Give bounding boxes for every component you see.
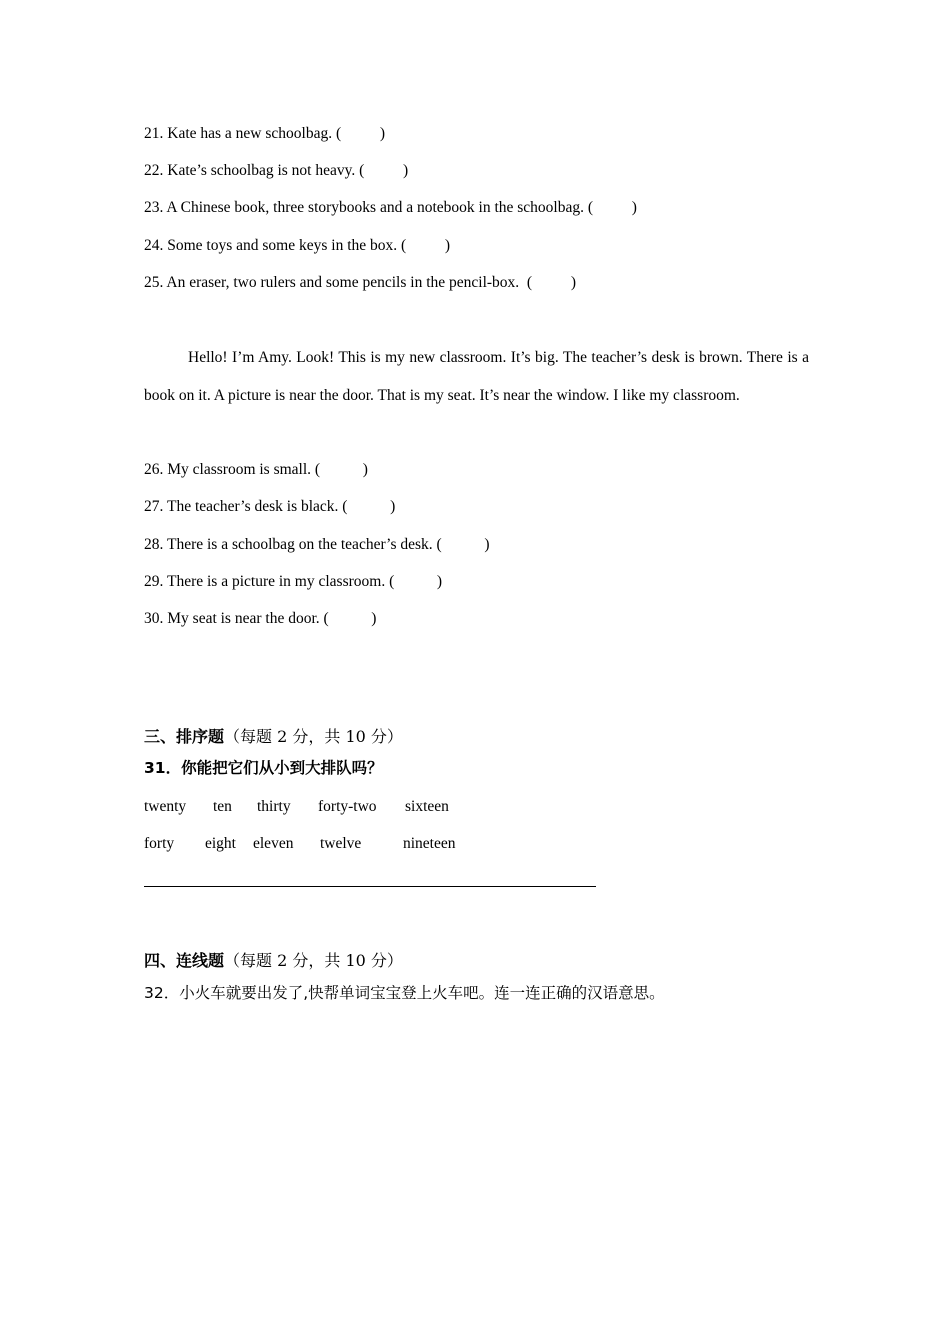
question-23: 23. A Chinese book, three storybooks and a notebook in the schoolbag. ( ) bbox=[144, 199, 637, 216]
word: forty bbox=[144, 835, 175, 852]
word: sixteen bbox=[405, 798, 449, 815]
question-26: 26. My classroom is small. ( ) bbox=[144, 461, 368, 478]
question-27: 27. The teacher’s desk is black. ( ) bbox=[144, 498, 396, 515]
question-22: 22. Kate’s schoolbag is not heavy. ( ) bbox=[144, 162, 409, 179]
question-30: 30. My seat is near the door. ( ) bbox=[144, 610, 377, 627]
question-21: 21. Kate has a new schoolbag. ( ) bbox=[144, 125, 386, 142]
section-3-heading: 三、排序题（每题 2 分，共 10 分） bbox=[144, 727, 403, 746]
word: twenty bbox=[144, 798, 187, 815]
reading-passage: Hello! I’m Amy. Look! This is my new classroom. It’s big. The teacher’s desk is brown. There is a book on it. A picture is near the door. That is my seat. It’s near the window. I like my classroom. bbox=[144, 349, 809, 404]
word: eight bbox=[205, 835, 236, 852]
question-29: 29. There is a picture in my classroom. ( ) bbox=[144, 573, 443, 590]
word: forty-two bbox=[318, 798, 377, 815]
question-32: 32．小火车就要出发了,快帮单词宝宝登上火车吧。连一连正确的汉语意思。 bbox=[144, 984, 665, 1002]
section-4-heading: 四、连线题（每题 2 分，共 10 分） bbox=[144, 951, 403, 970]
word: eleven bbox=[253, 835, 294, 852]
question-25: 25. An eraser, two rulers and some pencils in the pencil-box. ( ) bbox=[144, 274, 576, 291]
word: thirty bbox=[257, 798, 291, 815]
question-24: 24. Some toys and some keys in the box. ( ) bbox=[144, 237, 451, 254]
question-31: 31．你能把它们从小到大排队吗？ bbox=[144, 759, 383, 777]
question-28: 28. There is a schoolbag on the teacher’s desk. ( ) bbox=[144, 536, 490, 553]
word: nineteen bbox=[403, 835, 456, 852]
word: twelve bbox=[320, 835, 362, 852]
answer-line bbox=[144, 886, 596, 887]
word: ten bbox=[213, 798, 232, 815]
